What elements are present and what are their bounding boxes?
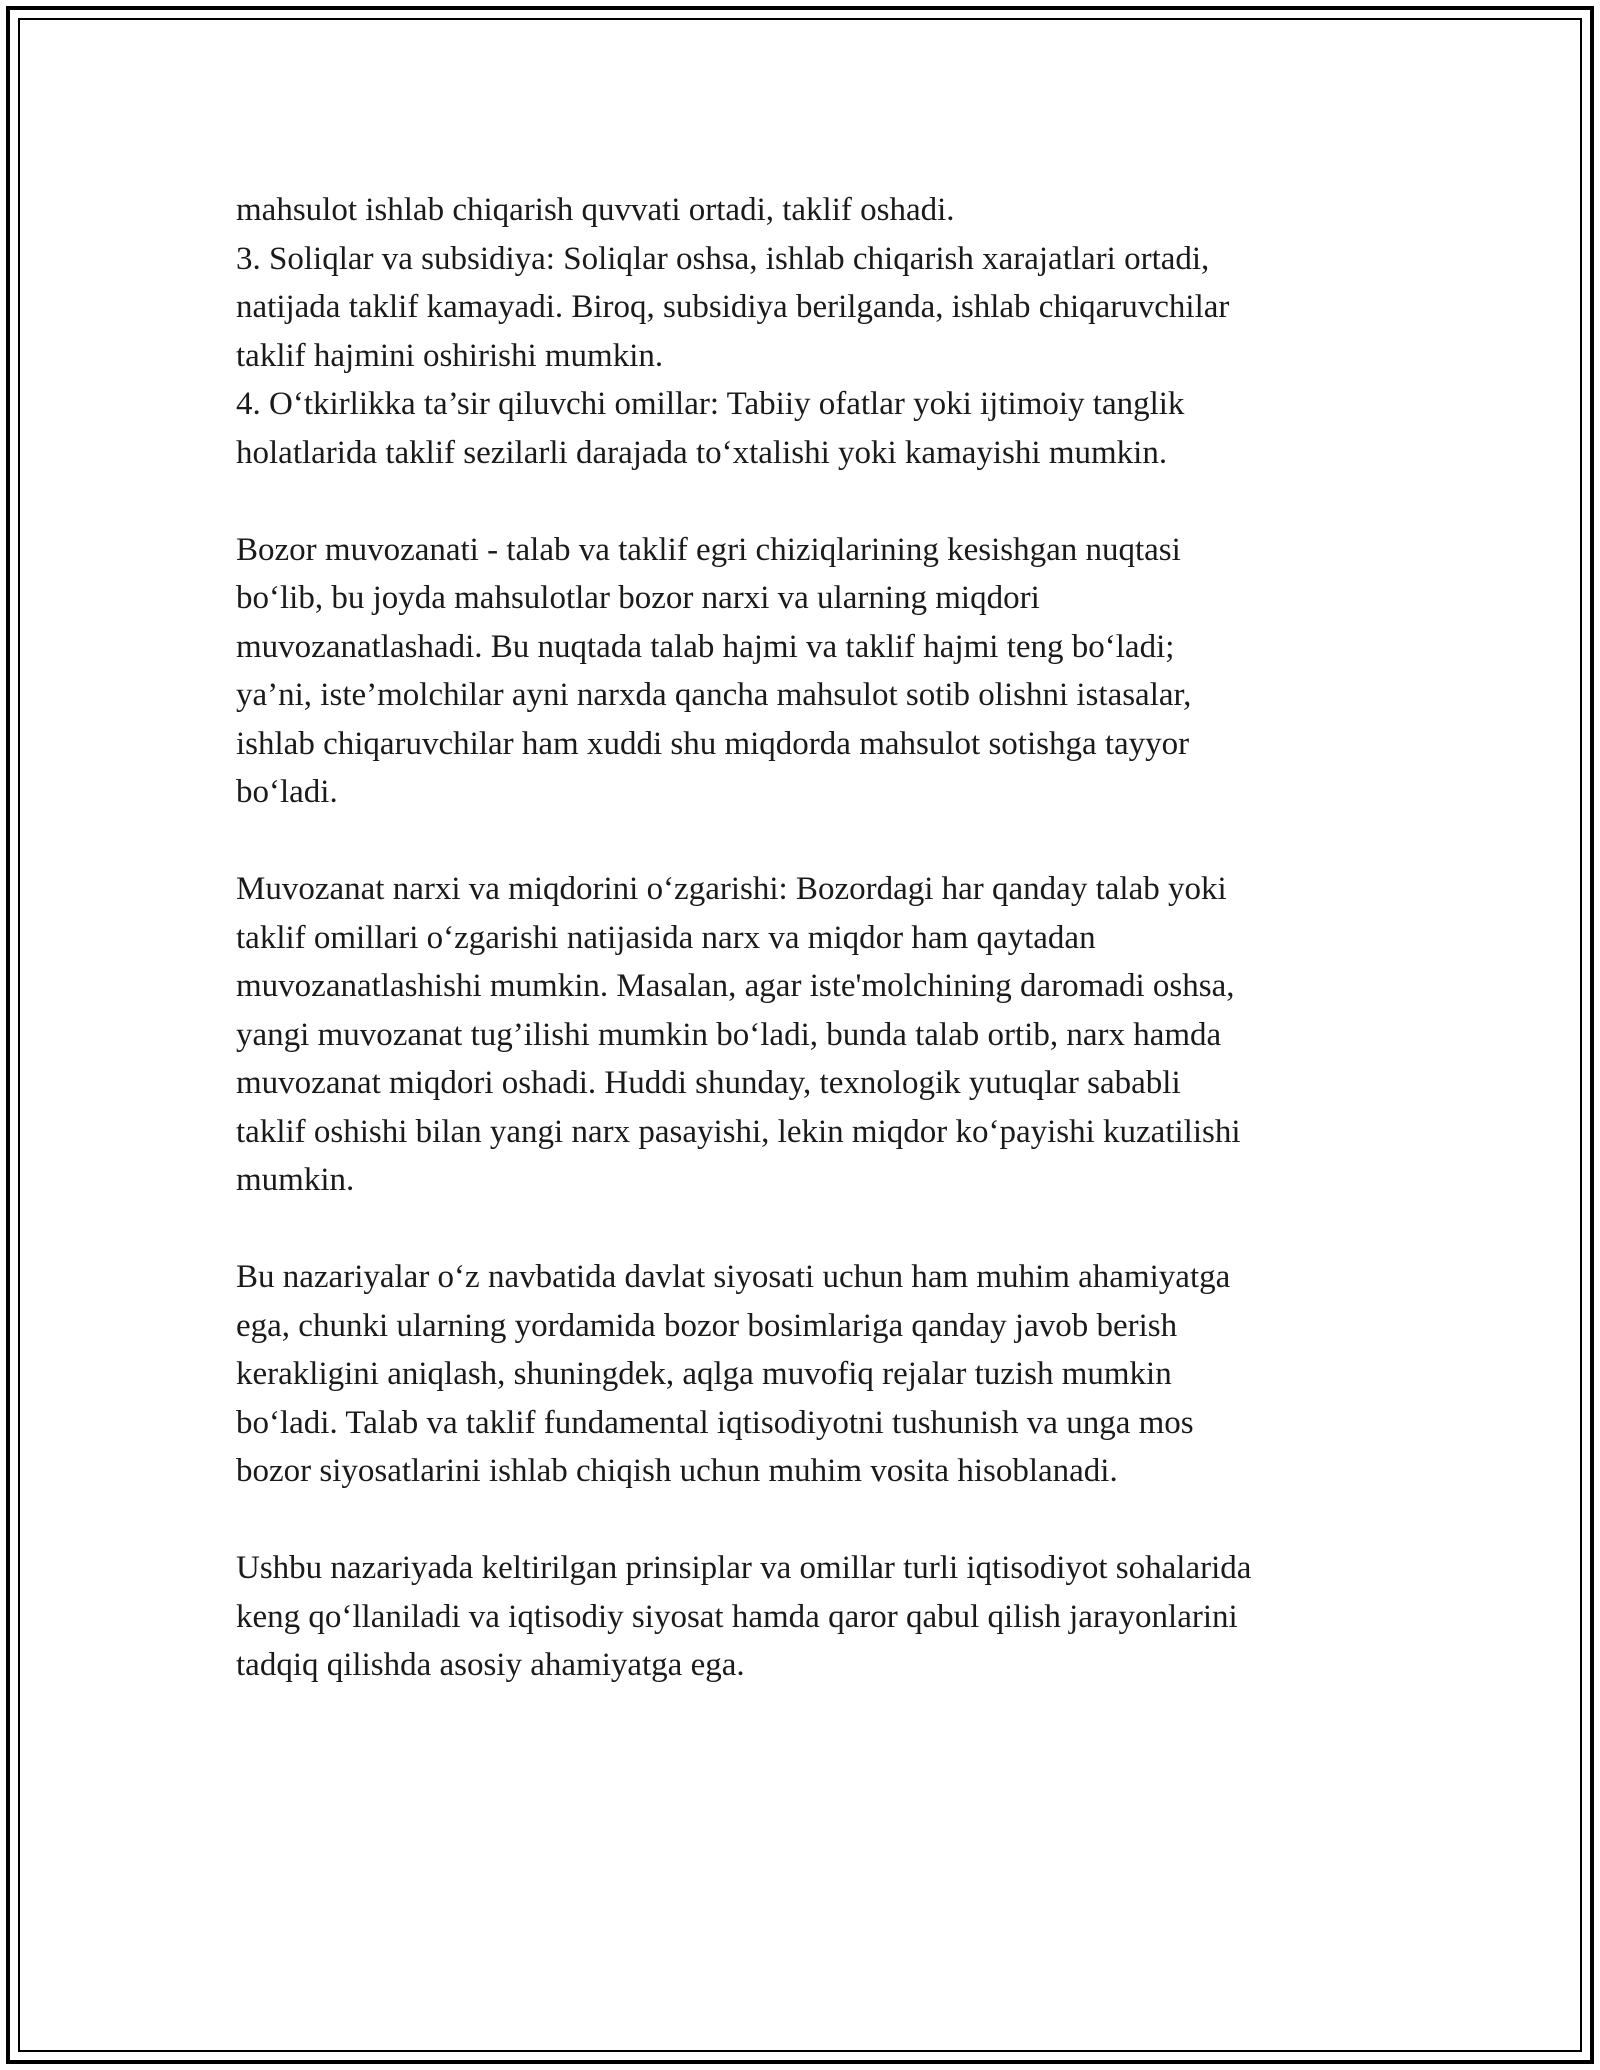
paragraph-gap <box>236 1205 1416 1254</box>
text-line: muvozanatlashishi mumkin. Masalan, agar iste'molchining daromadi oshsa, <box>236 968 1235 1004</box>
paragraph-gap <box>236 817 1416 866</box>
document-body <box>236 186 1416 1690</box>
text-line: muvozanat miqdori oshadi. Huddi shunday, texnologik yutuqlar sababli <box>236 1065 1181 1101</box>
text-line: Muvozanat narxi va miqdorini o‘zgarishi: Bozordagi har qanday talab yoki <box>236 871 1227 907</box>
paragraph <box>236 526 1416 817</box>
text-line: 3. Soliqlar va subsidiya: Soliqlar oshsa, ishlab chiqarish xarajatlari ortadi, <box>236 240 1210 277</box>
text-line: taklif omillari o‘zgarishi natijasida narx va miqdor ham qaytadan <box>236 919 1096 956</box>
text-line: mumkin. <box>236 1162 355 1198</box>
text-line: ya’ni, iste’molchilar ayni narxda qancha mahsulot sotib olishni istasalar, <box>236 677 1192 713</box>
text-line: Ushbu nazariyada keltirilgan prinsiplar va omillar turli iqtisodiyot sohalarida <box>236 1550 1252 1586</box>
paragraph <box>236 1253 1416 1496</box>
text-line: taklif oshishi bilan yangi narx pasayishi, lekin miqdor ko‘payishi kuzatilishi <box>236 1113 1241 1150</box>
text-line: ishlab chiqaruvchilar ham xuddi shu miqdorda mahsulot sotishga tayyor <box>236 725 1190 762</box>
paragraph <box>236 865 1416 1205</box>
text-line: mahsulot ishlab chiqarish quvvati ortadi, taklif oshadi. <box>236 192 955 228</box>
text-line: kerakligini aniqlash, shuningdek, aqlga muvofiq rejalar tuzish mumkin <box>236 1356 1172 1392</box>
paragraph-gap <box>236 1496 1416 1545</box>
text-line: keng qo‘llaniladi va iqtisodiy siyosat hamda qaror qabul qilish jarayonlarini <box>236 1598 1238 1635</box>
paragraph-gap <box>236 477 1416 526</box>
text-line: bo‘ladi. <box>236 774 338 810</box>
text-line: ega, chunki ularning yordamida bozor bosimlariga qanday javob berish <box>236 1307 1178 1344</box>
text-line: 4. O‘tkirlikka ta’sir qiluvchi omillar: Tabiiy ofatlar yoki ijtimoiy tanglik <box>236 386 1185 422</box>
text-line: tadqiq qilishda asosiy ahamiyatga ega. <box>236 1647 745 1683</box>
text-line: yangi muvozanat tug’ilishi mumkin bo‘ladi, bunda talab ortib, narx hamda <box>236 1016 1222 1053</box>
paragraph <box>236 186 1416 477</box>
text-line: taklif hajmini oshirishi mumkin. <box>236 337 664 374</box>
text-line: bo‘lib, bu joyda mahsulotlar bozor narxi va ularning miqdori <box>236 580 1040 616</box>
text-line: bozor siyosatlarini ishlab chiqish uchun muhim vosita hisoblanadi. <box>236 1453 1118 1489</box>
text-line: natijada taklif kamayadi. Biroq, subsidiya berilganda, ishlab chiqaruvchilar <box>236 289 1230 325</box>
text-line: Bu nazariyalar o‘z navbatida davlat siyosati uchun ham muhim ahamiyatga <box>236 1259 1231 1295</box>
text-line: muvozanatlashadi. Bu nuqtada talab hajmi va taklif hajmi teng bo‘ladi; <box>236 628 1175 665</box>
text-line: holatlarida taklif sezilarli darajada to‘xtalishi yoki kamayishi mumkin. <box>236 434 1168 471</box>
paragraph <box>236 1544 1416 1690</box>
text-line: Bozor muvozanati - talab va taklif egri chiziqlarining kesishgan nuqtasi <box>236 531 1181 568</box>
text-line: bo‘ladi. Talab va taklif fundamental iqtisodiyotni tushunish va unga mos <box>236 1404 1194 1441</box>
